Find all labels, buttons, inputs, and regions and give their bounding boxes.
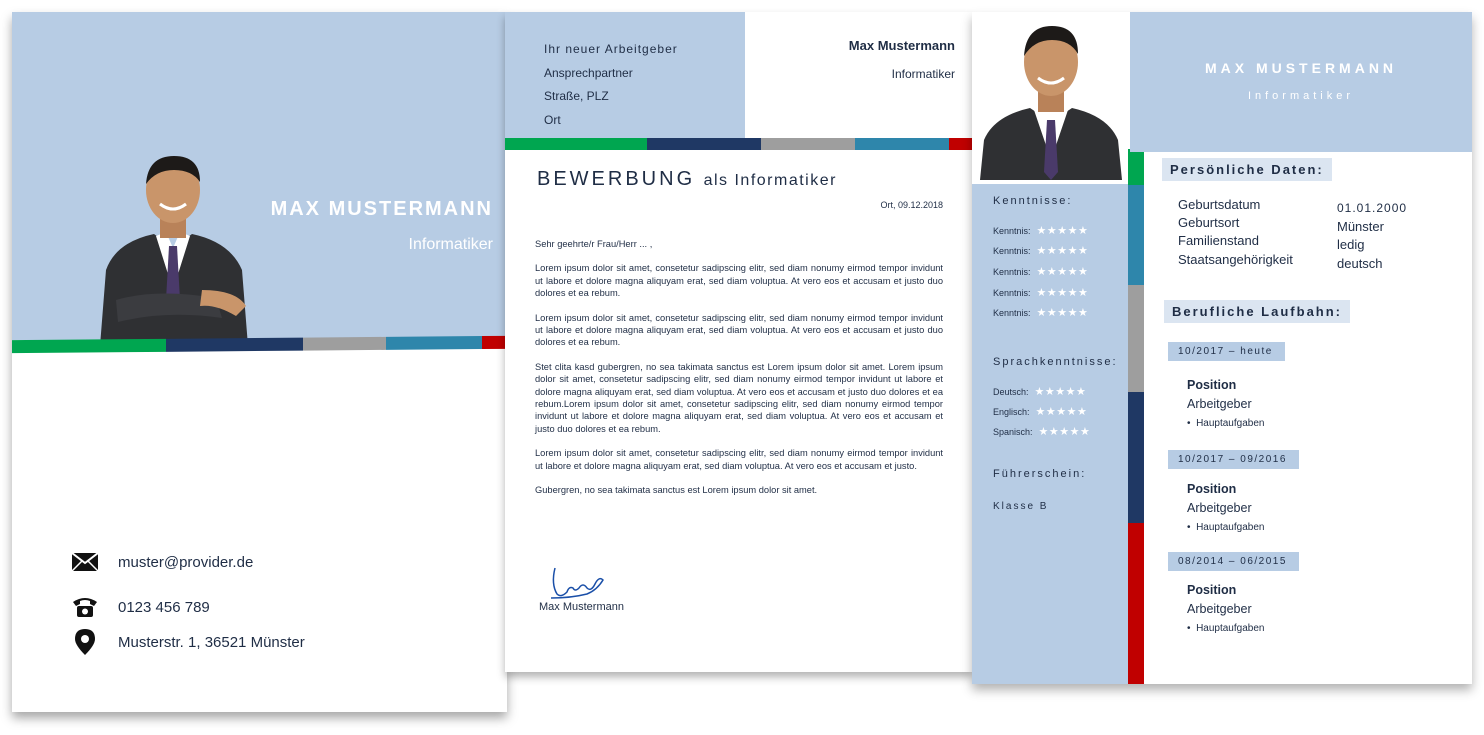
stripe-teal (386, 336, 482, 350)
skill-label: Kenntnis: (993, 266, 1031, 277)
star-rating: ★★★★★ (1034, 386, 1087, 398)
skill-row (993, 286, 1088, 299)
vertical-color-stripe (1128, 149, 1144, 684)
tasks-text: Hauptaufgaben (1196, 522, 1265, 533)
skill-row (993, 265, 1088, 278)
tasks-text: Hauptaufgaben (1196, 418, 1265, 429)
star-rating: ★★★★★ (1036, 287, 1089, 299)
employer: Arbeitgeber (1187, 602, 1252, 616)
language-row (993, 425, 1090, 438)
personal-label: Geburtsdatum (1178, 197, 1261, 212)
language-row (993, 385, 1086, 398)
stripe-gray (303, 337, 386, 351)
skill-label: Kenntnis: (993, 245, 1031, 256)
recipient-contact: Ansprechpartner (544, 65, 633, 80)
paragraph: Gubergren, no sea takimata sanctus est Lorem ipsum dolor sit amet. (535, 485, 818, 496)
skill-label: Kenntnis: (993, 307, 1031, 318)
location-pin-icon (72, 630, 98, 654)
paragraph: Lorem ipsum dolor sit amet, consetetur sadipscing elitr, sed diam nonumy eirmod tempor invidunt ut labore et dolore magna aliquyam erat, sed diam voluptua. At vero eos et accusam et justo. (535, 448, 943, 471)
cv-job-title: Informatiker (1247, 90, 1355, 102)
stripe-green (505, 138, 647, 150)
headline-sub: als Informatiker (703, 172, 837, 189)
stripe-red (482, 336, 507, 349)
career-dates: 08/2014 – 06/2015 (1168, 552, 1299, 571)
stripe-gray (1128, 285, 1144, 392)
career-entry (1187, 376, 1264, 433)
paragraph: Stet clita kasd gubergren, no sea takimata sanctus est Lorem ipsum dolor sit amet. Lorem ipsum dolor sit amet, consetetur sadipscing elitr, sed diam nonumy eirmod tempor invidunt ut labore et dolore magna aliquyam erat, sed diam voluptua. At vero eos et accusam et justo duo dolores et ea rebum.Lorem ipsum dolor sit amet, consetetur sadipscing elitr, sed diam nonumy eirmod tempor invidunt ut labore et dolore magna aliquyam erat, sed diam voluptua. At vero eos et accusam et justo duo dolores et ea rebum. (535, 361, 943, 434)
personal-value: Münster (1337, 219, 1384, 234)
handwritten-signature (547, 564, 607, 600)
career-dates: 10/2017 – heute (1168, 342, 1285, 361)
star-rating: ★★★★★ (1038, 426, 1091, 438)
license-heading: Führerschein: (993, 468, 1087, 480)
tasks-bullet: • Hauptaufgaben (1187, 623, 1265, 634)
headline-main: BEWERBUNG (537, 168, 696, 190)
star-rating: ★★★★★ (1035, 406, 1088, 418)
stripe-teal (1128, 185, 1144, 285)
color-stripe (505, 138, 973, 150)
star-rating: ★★★★★ (1036, 307, 1089, 319)
position-title: Position (1187, 482, 1237, 496)
tasks-text: Hauptaufgaben (1196, 623, 1265, 634)
paragraph: Lorem ipsum dolor sit amet, consetetur sadipscing elitr, sed diam nonumy eirmod tempor invidunt ut labore et dolore magna aliquyam erat, sed diam voluptua. At vero eos et accusam et justo duo dolores et ea rebum. (535, 263, 943, 299)
star-rating: ★★★★★ (1036, 225, 1089, 237)
salutation: Sehr geehrte/r Frau/Herr ... , (535, 239, 653, 249)
personal-label: Familienstand (1178, 233, 1259, 248)
skill-label: Kenntnis: (993, 287, 1031, 298)
personal-value: ledig (1337, 237, 1365, 252)
personal-label: Geburtsort (1178, 215, 1240, 230)
tasks-bullet: • Hauptaufgaben (1187, 522, 1265, 533)
email-text: muster@provider.de (118, 553, 254, 571)
cover-letter-page (505, 12, 973, 672)
paragraph: Lorem ipsum dolor sit amet, consetetur sadipscing elitr, sed diam nonumy eirmod tempor invidunt ut labore et dolore magna aliquyam erat, sed diam voluptua. At vero eos et accusam et justo duo dolores et ea rebum. (535, 312, 943, 348)
recipient-city: Ort (544, 112, 561, 127)
skills-heading: Kenntnisse: (993, 195, 1073, 207)
personal-label: Staatsangehörigkeit (1178, 252, 1293, 267)
recipient-company: Ihr neuer Arbeitgeber (544, 42, 678, 56)
telephone-icon (72, 595, 98, 619)
phone-text: 0123 456 789 (118, 598, 210, 616)
letter-headline (537, 168, 837, 191)
stripe-navy (1128, 392, 1144, 523)
skill-row (993, 224, 1088, 237)
personal-value: 01.01.2000 (1337, 201, 1408, 215)
cover-name: MAX MUSTERMANN (270, 198, 493, 220)
cover-header-background (12, 12, 507, 340)
recipient-street: Straße, PLZ (544, 89, 609, 103)
star-rating: ★★★★★ (1036, 266, 1089, 278)
cover-job-title: Informatiker (408, 236, 493, 253)
stripe-red (949, 138, 973, 150)
stripe-red (1128, 523, 1144, 684)
career-dates: 10/2017 – 09/2016 (1168, 450, 1299, 469)
license-value: Klasse B (993, 501, 1049, 512)
stripe-gray (761, 138, 855, 150)
signature-name: Max Mustermann (539, 601, 624, 613)
cover-page (12, 12, 507, 712)
career-entry (1187, 480, 1264, 537)
career-entry (1187, 581, 1264, 638)
stripe-green (1128, 149, 1144, 185)
recipient-address (544, 38, 678, 132)
cv-header-background (1130, 12, 1472, 152)
employer: Arbeitgeber (1187, 501, 1252, 515)
language-label: Deutsch: (993, 386, 1029, 397)
letter-date: Ort, 09.12.2018 (880, 200, 943, 210)
position-title: Position (1187, 378, 1237, 392)
contact-address (72, 630, 305, 654)
stripe-navy (166, 338, 303, 352)
contact-email (72, 550, 253, 574)
stripe-teal (855, 138, 949, 150)
personal-data-heading: Persönliche Daten: (1162, 158, 1332, 181)
skill-row (993, 244, 1088, 257)
stripe-navy (647, 138, 761, 150)
languages-heading: Sprachkenntnisse: (993, 356, 1118, 368)
sender-name: Max Mustermann (848, 38, 955, 53)
envelope-icon (72, 550, 98, 574)
language-label: Spanisch: (993, 426, 1033, 437)
tasks-bullet: • Hauptaufgaben (1187, 418, 1265, 429)
stripe-green (12, 339, 166, 353)
language-label: Englisch: (993, 406, 1030, 417)
sender-job-title: Informatiker (891, 67, 955, 81)
language-row (993, 405, 1087, 418)
profile-photo (96, 150, 250, 346)
career-heading: Berufliche Laufbahn: (1164, 300, 1350, 323)
skill-row (993, 306, 1088, 319)
personal-value: deutsch (1337, 256, 1383, 271)
profile-photo (980, 20, 1122, 180)
star-rating: ★★★★★ (1036, 245, 1089, 257)
employer: Arbeitgeber (1187, 397, 1252, 411)
address-text: Musterstr. 1, 36521 Münster (118, 633, 305, 651)
letter-body (535, 238, 943, 509)
skill-label: Kenntnis: (993, 225, 1031, 236)
cv-page (972, 12, 1472, 684)
position-title: Position (1187, 583, 1237, 597)
cv-name: MAX MUSTERMANN (1204, 60, 1398, 76)
contact-phone (72, 595, 210, 619)
